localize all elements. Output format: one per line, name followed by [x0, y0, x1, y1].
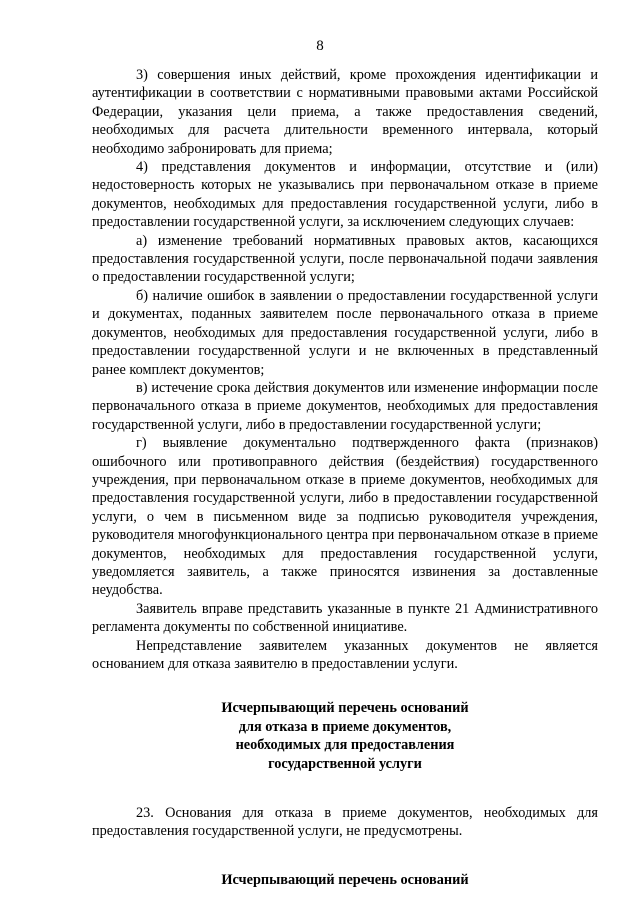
paragraph-sub-a: а) изменение требований нормативных правовых актов, касающихся предоставления государственной услуги, после первоначальной подачи заявления о предоставлении государственной услуги; — [92, 232, 598, 286]
next-section-heading: Исчерпывающий перечень оснований — [221, 871, 469, 888]
document-body — [92, 66, 598, 889]
paragraph-23: 23. Основания для отказа в приеме документов, необходимых для предоставления государственной услуги, не предусмотрены. — [92, 805, 598, 840]
paragraph-applicant-right: Заявитель вправе представить указанные в пункте 21 Административного регламента документы по собственной инициативе. — [92, 600, 598, 636]
paragraph-non-submission: Непредставление заявителем указанных документов не является основанием для отказа заявителю в предоставлении услуги. — [92, 637, 598, 672]
paragraph-item-3: 3) совершения иных действий, кроме прохождения идентификации и аутентификации в соответствии с нормативными правовыми актами Российской Федерации, указания цели приема, а также предоставления сведений, необходимых для расчета длительности временного интервала, который необходимо забронировать для приема; — [92, 67, 598, 157]
paragraph-sub-v: в) истечение срока действия документов или изменение информации после первоначального отказа в приеме документов, необходимых для предоставления государственной услуги, либо в предоставлении государственной услуги; — [92, 379, 598, 433]
section-heading — [92, 699, 598, 773]
paragraph-sub-g: г) выявление документально подтвержденного факта (признаков) ошибочного или противоправного действия (бездействия) государственного учреждения, при первоначальном отказе в приеме документов, необходимых для предоставления государственной услуги, либо в предоставлении государственной услуги, о чем в письменном виде за подписью руководителя учреждения, руководителя многофункционального центра при первоначальном отказе в приеме документов, необходимых для предоставления государственной услуги, уведомляется заявитель, а также приносятся извинения за доставленные неудобства. — [92, 435, 598, 599]
section-heading-line: Исчерпывающий перечень оснований — [221, 700, 469, 717]
section-heading-line: необходимых для предоставления — [235, 737, 455, 754]
paragraph-item-4: 4) представления документов и информации, отсутствие и (или) недостоверность которых не указывались при первоначальном отказе в приеме документов, необходимых для предоставления государственной услуги, либо в предоставлении государственной услуги, за исключением следующих случаев: — [92, 159, 598, 231]
page-number: 8 — [316, 38, 324, 54]
section-heading-line: государственной услуги — [268, 755, 422, 772]
paragraph-sub-b: б) наличие ошибок в заявлении о предоставлении государственной услуги и документах, поданных заявителем после первоначального отказа в приеме документов, необходимых для предоставления государственной услуги, либо в предоставлении государственной услуги и не включенных в представленный ранее комплект документов; — [92, 287, 598, 378]
section-heading-line: для отказа в приеме документов, — [238, 718, 452, 735]
